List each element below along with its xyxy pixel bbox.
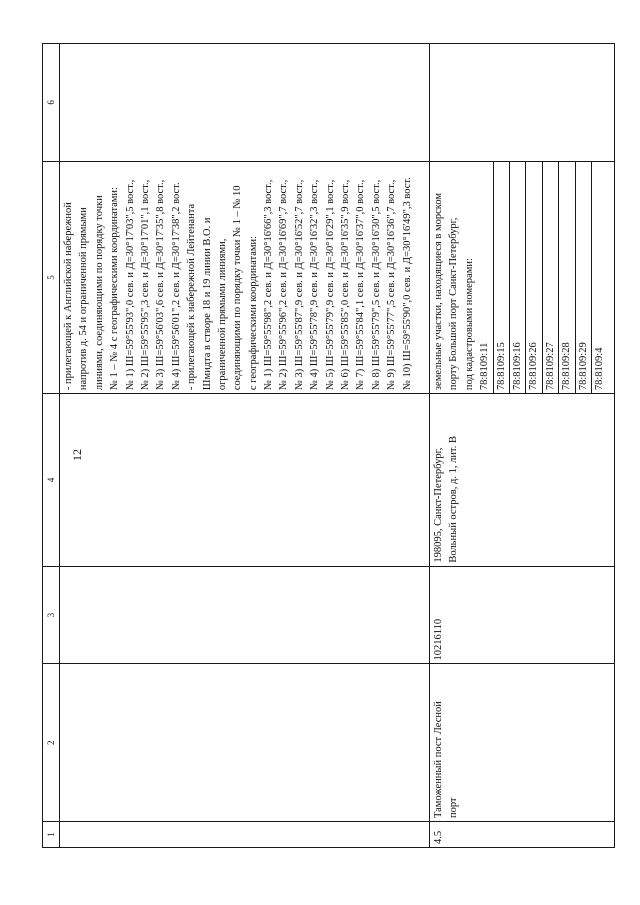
territory-description-cell — [430, 162, 614, 394]
text-line: ограниченной прямыми линиями, — [216, 238, 228, 391]
cadastral-number: 78:8109:4 — [593, 347, 605, 391]
customs-table — [42, 43, 615, 848]
territory-description — [431, 165, 477, 390]
text-line: № 3) Ш=59°56'03",6 сев. и Д=30°17'35",8 вост., — [155, 179, 167, 391]
table-cell — [60, 822, 429, 847]
column-header: 6 — [43, 44, 59, 162]
table-cell — [60, 664, 429, 822]
table-row-continuation — [59, 44, 429, 847]
cadastral-number: 78:8109:27 — [543, 162, 559, 393]
text-line: № 9) Ш=59°55'77",5 сев. и Д=30°16'36",7 вост., — [386, 179, 398, 391]
cadastral-number: 78:8109:26 — [526, 162, 542, 393]
text-line: № 2) Ш=59°55'95",3 сев. и Д=30°17'01",1 вост., — [139, 179, 151, 391]
table-cell — [60, 567, 429, 665]
text-line: № 10) Ш=59°55'90",0 сев. и Д=30°16'49",3 вост. — [401, 177, 413, 391]
cadastral-number: 78:8109:11 — [477, 162, 493, 393]
customs-post-code: 10216110 — [430, 567, 614, 665]
text-line: порт — [448, 797, 460, 819]
text-line: - прилегающей к Английской набережной — [63, 202, 74, 391]
text-line: Шмидта в створе 18 и 19 линии В.О. и — [201, 217, 213, 391]
cadastral-number: 78:8109:28 — [559, 162, 575, 393]
text-line: линиями, соединяющими по порядку точки — [93, 195, 105, 391]
cadastral-number-list — [477, 165, 607, 390]
text-line: 198095, Санкт-Петербург, — [433, 447, 444, 563]
text-line: № 4) Ш=59°55'78",9 сев. и Д=30°16'32",3 вост., — [309, 179, 321, 391]
column-header: 3 — [43, 567, 59, 665]
cadastral-number: 78:8109:15 — [494, 162, 510, 393]
text-line: - прилегающей к набережной Лейтенанта — [186, 203, 198, 391]
text-line: под кадастровыми номерами: — [463, 258, 475, 391]
text-line: № 1 – № 4 с географическими координатами: — [109, 187, 121, 391]
customs-post-address — [430, 394, 614, 567]
text-line: с географическими координатами: — [247, 235, 259, 391]
table-row-entry — [429, 44, 614, 847]
text-line: № 1) Ш=59°55'98",2 сев. и Д=30°16'66",3 вост., — [263, 179, 275, 391]
text-line: № 3) Ш=59°55'87",9 сев. и Д=30°16'52",7 вост., — [293, 179, 305, 391]
entry-number: 4.5 — [433, 830, 444, 844]
text-line: № 6) Ш=59°55'85",0 сев. и Д=30°16'35",9 вост., — [340, 179, 352, 391]
column-header: 1 — [46, 832, 56, 837]
text-line: № 7) Ш=59°55'84",1 сев. и Д=30°16'37",0 вост., — [355, 179, 367, 391]
customs-post-name — [430, 664, 614, 822]
column-header: 5 — [43, 162, 59, 394]
text-line: напротив д. 54 и ограниченной прямыми — [78, 207, 90, 391]
column-header: 4 — [43, 394, 59, 567]
table-cell — [430, 44, 614, 162]
column-header: 2 — [43, 664, 59, 822]
table-cell — [60, 44, 429, 162]
cadastral-number: 78:8109:29 — [576, 162, 592, 393]
text-line: № 5) Ш=59°55'79",9 сев. и Д=30°16'29",1 вост., — [324, 179, 336, 391]
cadastral-number: 78:8109:16 — [510, 162, 526, 393]
text-line: соединяющими по порядку точки № 1 – № 10 — [232, 185, 244, 391]
table-cell — [60, 394, 429, 567]
text-line: № 2) Ш=59°55'96",2 сев. и Д=30°16'69",7 вост., — [278, 179, 290, 391]
text-line: Таможенный пост Лесной — [433, 701, 444, 819]
text-line: Вольный остров, д. 1, лит. В — [448, 436, 460, 563]
text-line: земельные участки, находящиеся в морском — [433, 192, 444, 391]
page-number: 12 — [70, 449, 84, 461]
text-line: № 4) Ш=59°56'01",2 сев. и Д=30°17'38",2 вост. — [170, 182, 182, 391]
text-line: порту Большой порт Санкт-Петербург, — [448, 217, 460, 391]
text-line: № 1) Ш=59°55'93",0 сев. и Д=30°17'03",5 вост., — [124, 179, 136, 391]
table-header-row — [43, 44, 59, 847]
coordinates-cell — [60, 162, 429, 394]
text-line: № 8) Ш=59°55'79",5 сев. и Д=30°16'30",5 вост., — [370, 179, 382, 391]
